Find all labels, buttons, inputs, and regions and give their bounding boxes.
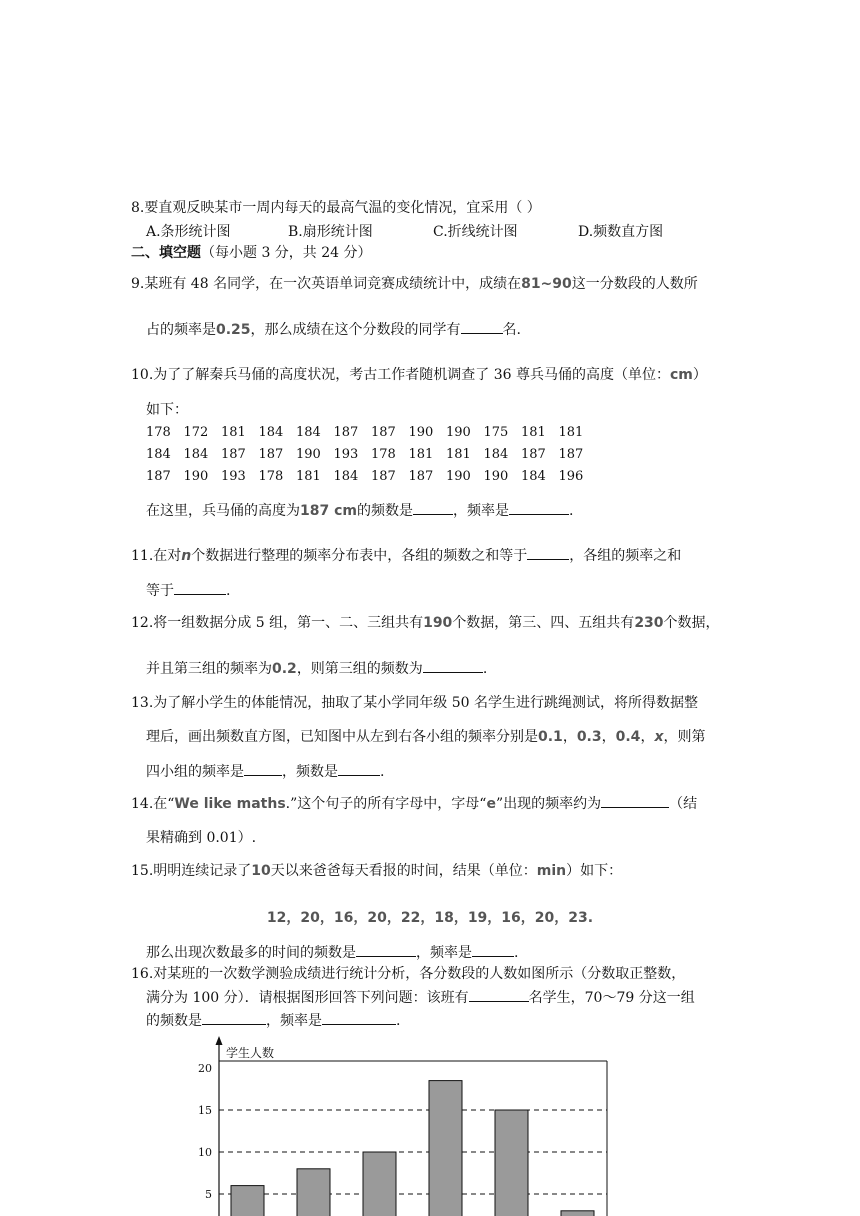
q13-text: ，	[601, 729, 616, 745]
histogram-bar	[561, 1211, 594, 1216]
q16-frequency-blank[interactable]	[202, 1011, 266, 1025]
q13-rate: 0.3	[576, 729, 602, 745]
q14-text: .”这个句子的所有字母中，字母“	[285, 796, 487, 812]
data-cell: 181	[408, 447, 434, 462]
q11-text: .	[226, 583, 231, 599]
q11-variable: n	[181, 548, 192, 564]
q15-text: 15.明明连续记录了	[131, 863, 252, 879]
q10-rate-blank[interactable]	[509, 501, 569, 515]
q16-text: 名学生，70～79 分这一组	[528, 990, 695, 1006]
q16-line2	[146, 988, 695, 1007]
y-tick-label: 20	[198, 1062, 212, 1075]
q12-answer-blank[interactable]	[423, 659, 483, 673]
q11-line1	[131, 546, 681, 565]
q14-text: 14.在“	[131, 796, 175, 812]
data-cell: 190	[446, 469, 471, 484]
q15-frequency-blank[interactable]	[356, 943, 416, 957]
data-cell: 193	[221, 469, 246, 484]
data-cell: 178	[371, 447, 396, 462]
data-cell: 187	[521, 447, 546, 462]
data-cell: 184	[333, 469, 359, 484]
q13-text: 理后，画出频数直方图，已知图中从左到右各小组的频率分别是	[146, 729, 538, 745]
q14-letter: e	[486, 796, 496, 812]
y-tick-label: 10	[198, 1146, 212, 1159]
q12-line1	[131, 614, 720, 632]
section-note: （每小题 3 分，共 24 分）	[201, 245, 372, 261]
histogram-bar	[231, 1186, 264, 1216]
q10-data-row-2	[146, 447, 596, 462]
q10-text: ，频率是	[452, 503, 509, 519]
q12-rate: 0.2	[272, 661, 297, 677]
q8-option-d: D.频数直方图	[578, 224, 664, 240]
q16-line3	[146, 1011, 400, 1030]
q10-height: 187 cm	[300, 503, 357, 519]
q13-text: ，频数是	[282, 764, 338, 780]
data-cell: 184	[183, 447, 209, 462]
q11-text: 11.在对	[131, 548, 182, 564]
q10-text: 10.为了了解秦兵马俑的高度状况，考古工作者随机调查了 36 尊兵马俑的高度（单位：	[131, 367, 670, 383]
q8-option-c: C.折线统计图	[433, 224, 518, 240]
q10-line3	[146, 501, 573, 520]
q9-frequency: 0.25	[216, 322, 251, 338]
q11-text: 等于	[146, 583, 174, 599]
data-cell: 187	[408, 469, 434, 484]
q13-line3	[146, 762, 384, 781]
q10-line1	[131, 366, 707, 384]
q13-text: ，	[640, 729, 655, 745]
q15-unit: min	[536, 863, 567, 879]
q15-text: 天以来爸爸每天看报的时间，结果（单位：	[270, 863, 537, 879]
data-cell: 190	[296, 447, 321, 462]
q12-count-a: 190	[423, 615, 453, 631]
data-cell: 175	[483, 425, 509, 440]
data-cell: 181	[296, 469, 321, 484]
q15-text: ，频率是	[416, 945, 472, 961]
q9-line2	[146, 320, 521, 339]
section-title: 二、填空题	[131, 245, 201, 261]
data-cell: 187	[146, 469, 171, 484]
q12-text: 个数据，第三、四、五组共有	[452, 615, 635, 631]
data-cell: 181	[521, 425, 546, 440]
q14-answer-blank[interactable]	[601, 794, 669, 808]
q12-count-b: 230	[634, 615, 664, 631]
data-cell: 178	[258, 469, 284, 484]
data-cell: 187	[333, 425, 359, 440]
data-cell: 190	[408, 425, 434, 440]
q9-text: 这一分数段的人数所	[571, 276, 698, 292]
q16-text: 的频数是	[146, 1013, 202, 1029]
data-cell: 193	[333, 447, 359, 462]
q10-frequency-blank[interactable]	[413, 501, 453, 515]
data-cell: 184	[258, 425, 284, 440]
q15-rate-blank[interactable]	[472, 943, 514, 957]
q9-line1	[131, 275, 698, 293]
q12-line2	[146, 659, 487, 678]
y-axis-label: 学生人数	[226, 1046, 275, 1060]
q14-text: （结	[669, 796, 698, 812]
q11-sum-blank[interactable]	[527, 546, 569, 560]
q10-data-row-1	[146, 425, 596, 440]
q13-variable: x	[654, 729, 664, 745]
data-cell: 184	[296, 425, 321, 440]
section-heading	[131, 244, 372, 262]
data-cell: 187	[221, 447, 246, 462]
q11-text: 个数据进行整理的频率分布表中，各组的频数之和等于	[191, 548, 528, 564]
data-cell: 196	[558, 469, 584, 484]
data-cell: 181	[558, 425, 584, 440]
q12-text: ，则第三组的频数为	[296, 661, 423, 677]
q13-text: .	[380, 764, 385, 780]
q10-data-row-3	[146, 469, 596, 484]
q15-data: 12，20，16，20，22，18，19，16，20，23.	[266, 910, 594, 926]
data-cell: 187	[371, 469, 396, 484]
q9-text: 名.	[502, 322, 521, 338]
y-tick-label: 5	[205, 1188, 212, 1201]
q14-line2: 果精确到 0.01）.	[146, 830, 257, 846]
y-tick-label: 15	[198, 1104, 212, 1117]
data-cell: 181	[221, 425, 246, 440]
q15-text: ）如下：	[566, 863, 623, 879]
q13-line2	[146, 728, 705, 746]
q10-text: 的频数是	[356, 503, 413, 519]
q15-text: .	[514, 945, 519, 961]
q9-text: 占的频率是	[146, 322, 216, 338]
q8-option-a: A.条形统计图	[146, 224, 231, 240]
q13-count-blank[interactable]	[338, 762, 380, 776]
q12-text: 并且第三组的频率为	[146, 661, 272, 677]
q16-line1: 16.对某班的一次数学测验成绩进行统计分析，各分数段的人数如图所示（分数取正整数，	[131, 966, 686, 982]
histogram-bar	[363, 1152, 396, 1216]
q15-days: 10	[251, 863, 271, 879]
q10-line2: 如下：	[146, 402, 188, 418]
histogram-bar	[495, 1110, 528, 1216]
q8-stem: 8.要直观反映某市一周内每天的最高气温的变化情况，宜采用（ ）	[131, 200, 541, 216]
histogram-bar	[429, 1081, 462, 1216]
data-cell: 187	[558, 447, 584, 462]
q16-text: ，频率是	[266, 1013, 322, 1029]
q10-text: ）	[692, 367, 707, 383]
data-cell: 184	[483, 447, 509, 462]
q15-line1	[131, 862, 622, 880]
q13-text: ，则第	[663, 729, 706, 745]
data-cell: 184	[146, 447, 171, 462]
data-cell: 187	[258, 447, 284, 462]
data-cell: 184	[521, 469, 546, 484]
data-cell: 187	[371, 425, 396, 440]
q10-text: 在这里，兵马俑的高度为	[146, 503, 300, 519]
q16-text: 满分为 100 分）．请根据图形回答下列问题：该班有	[146, 990, 469, 1006]
data-cell: 172	[183, 425, 209, 440]
q8-option-b: B.扇形统计图	[288, 224, 373, 240]
data-cell: 190	[183, 469, 209, 484]
histogram-bar	[297, 1169, 330, 1216]
q9-score-range: 81~90	[521, 276, 572, 292]
q14-line1	[131, 794, 697, 813]
q11-text: ，各组的频率之和	[569, 548, 682, 564]
q10-unit: cm	[669, 367, 693, 383]
histogram-chart	[0, 1030, 860, 1216]
q15-line3	[146, 943, 518, 962]
q13-rate-blank[interactable]	[244, 762, 282, 776]
q9-text: 9.某班有 48 名同学，在一次英语单词竞赛成绩统计中，成绩在	[131, 276, 522, 292]
data-cell: 190	[446, 425, 471, 440]
q9-text: ，那么成绩在这个分数段的同学有	[250, 322, 461, 338]
y-axis-arrow	[216, 1036, 223, 1045]
data-cell: 181	[446, 447, 471, 462]
q13-text: ，	[562, 729, 577, 745]
q16-students-blank[interactable]	[469, 988, 529, 1002]
data-cell: 190	[483, 469, 509, 484]
q16-rate-blank[interactable]	[322, 1011, 396, 1025]
q14-text: ”出现的频率约为	[495, 796, 602, 812]
q9-answer-blank[interactable]	[461, 320, 503, 334]
q15-text: 那么出现次数最多的时间的频数是	[146, 945, 356, 961]
q10-text: .	[568, 503, 574, 519]
q13-rate: 0.4	[615, 729, 641, 745]
q11-line2	[146, 581, 230, 600]
q13-text: 四小组的频率是	[146, 764, 244, 780]
q16-text: .	[396, 1013, 401, 1029]
q12-text: 个数据，	[663, 615, 720, 631]
data-cell: 178	[146, 425, 171, 440]
q12-text: 12.将一组数据分成 5 组，第一、二、三组共有	[131, 615, 424, 631]
q13-rate: 0.1	[538, 729, 563, 745]
q13-line1: 13.为了解小学生的体能情况，抽取了某小学同年级 50 名学生进行跳绳测试，将所得数据整	[131, 695, 698, 711]
q11-rate-sum-blank[interactable]	[174, 581, 226, 595]
q14-sentence: We like maths	[174, 796, 286, 812]
q12-text: .	[482, 661, 488, 677]
